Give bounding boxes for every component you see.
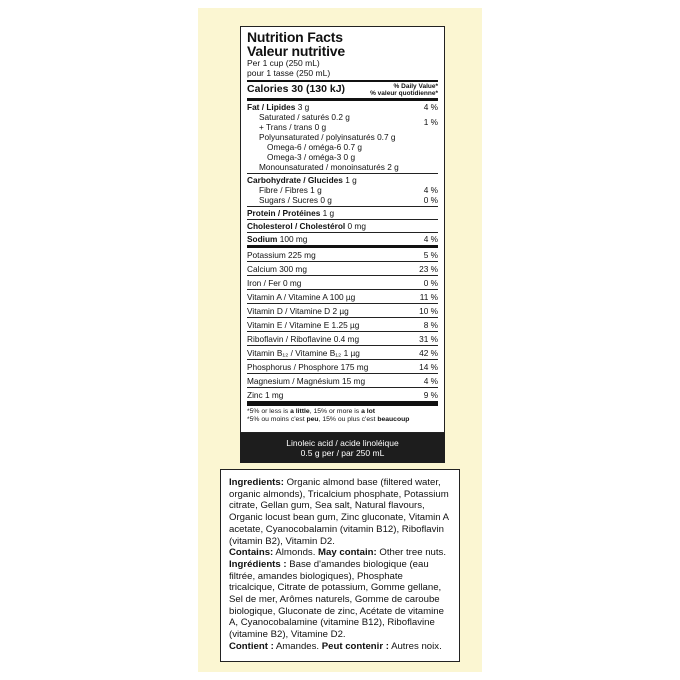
mineral-label: Vitamin B₁₂ / Vitamine B₁₂ 1 µg — [247, 348, 360, 358]
mineral-row — [247, 304, 438, 318]
title-en: Nutrition Facts — [247, 29, 343, 45]
contains-fr — [229, 641, 451, 653]
linoleic-line2: 0.5 g per / par 250 mL — [300, 448, 385, 458]
fat-row — [247, 102, 438, 112]
mineral-row — [247, 262, 438, 276]
sat-trans-dv: 1 % — [423, 117, 438, 127]
cholesterol-row — [247, 221, 438, 231]
mono: Monounsaturated / monoinsaturés 2 g — [259, 162, 399, 172]
mineral-label: Iron / Fer 0 mg — [247, 278, 302, 288]
mineral-dv: 0 % — [423, 278, 438, 288]
title-fr: Valeur nutritive — [247, 43, 345, 59]
sugars-label: Sugars / Sucres 0 g — [259, 195, 332, 205]
mineral-row — [247, 276, 438, 290]
sugars-row — [247, 195, 438, 205]
mineral-label: Calcium 300 mg — [247, 264, 307, 274]
carb-amount: 1 g — [345, 175, 357, 185]
peut-contenir-text: Autres noix. — [388, 640, 442, 652]
fn-text: *5% or less is — [247, 408, 291, 415]
serving-en: Per 1 cup (250 mL) — [247, 58, 320, 68]
fibre-row — [247, 185, 438, 195]
ingredients-fr-label: Ingrédients : — [229, 558, 287, 570]
sodium-row — [247, 234, 438, 244]
fn-bold: beaucoup — [377, 416, 410, 423]
divider — [247, 80, 438, 82]
contient-label: Contient : — [229, 640, 274, 652]
carb-row — [247, 175, 438, 185]
sugars-dv: 0 % — [423, 195, 438, 205]
peut-contenir-label: Peut contenir : — [321, 640, 389, 652]
fn-bold: peu — [306, 416, 319, 423]
fn-text: , 15% or more is — [309, 408, 362, 415]
mineral-dv: 10 % — [419, 306, 438, 316]
mineral-dv: 11 % — [419, 292, 438, 302]
fibre-dv: 4 % — [423, 185, 438, 195]
mineral-dv: 8 % — [423, 320, 438, 330]
mineral-label: Zinc 1 mg — [247, 390, 284, 400]
mineral-dv: 23 % — [419, 264, 438, 274]
divider — [247, 219, 438, 220]
nutrition-facts-table — [240, 26, 445, 433]
mineral-dv: 4 % — [423, 376, 438, 386]
cholesterol-label: Cholesterol / Cholestérol — [247, 221, 346, 231]
footnote-fr — [247, 416, 438, 424]
footnote-en — [247, 408, 438, 416]
sodium-dv: 4 % — [423, 234, 438, 244]
mineral-dv: 31 % — [419, 334, 438, 344]
fat-label: Fat / Lipides — [247, 102, 296, 112]
mineral-label: Riboflavin / Riboflavine 0.4 mg — [247, 334, 360, 344]
fn-bold: a little — [290, 408, 310, 415]
mineral-label: Magnesium / Magnésium 15 mg — [247, 376, 366, 386]
contains-text: Almonds. — [273, 547, 319, 559]
omega3: Omega-3 / oméga-3 0 g — [267, 152, 356, 162]
fat-amount: 3 g — [297, 102, 310, 112]
trans: + Trans / trans 0 g — [259, 122, 327, 132]
divider — [247, 173, 438, 174]
saturated: Saturated / saturés 0.2 g — [259, 112, 350, 122]
mineral-row — [247, 318, 438, 332]
fn-text: *5% ou moins c'est — [247, 416, 307, 423]
contains-en — [229, 547, 451, 559]
may-contain-text: Other tree nuts. — [376, 547, 447, 559]
ingredients-en-label: Ingredients: — [229, 477, 284, 488]
contains-label: Contains: — [229, 547, 274, 559]
mineral-label: Vitamin E / Vitamine E 1.25 µg — [247, 320, 360, 330]
linoleic-line1: Linoleic acid / acide linoléique — [286, 438, 399, 448]
omega6: Omega-6 / oméga-6 0.7 g — [267, 142, 363, 152]
fibre-label: Fibre / Fibres 1 g — [259, 185, 322, 195]
poly: Polyunsaturated / polyinsaturés 0.7 g — [259, 132, 396, 142]
cholesterol-amount: 0 mg — [347, 221, 366, 231]
mineral-dv: 9 % — [423, 390, 438, 400]
mineral-row — [247, 374, 438, 388]
fn-bold: a lot — [361, 408, 376, 415]
may-contain-label: May contain: — [318, 547, 377, 559]
ingredients-fr — [229, 559, 451, 641]
protein-label: Protein / Protéines — [247, 208, 321, 218]
ingredients-box — [220, 469, 460, 662]
mineral-row — [247, 346, 438, 360]
mineral-row — [247, 290, 438, 304]
footnote — [247, 406, 438, 424]
serving-fr: pour 1 tasse (250 mL) — [247, 68, 331, 78]
calories-row — [247, 83, 438, 97]
calories: Calories 30 (130 kJ) — [247, 83, 346, 95]
carb-label: Carbohydrate / Glucides — [247, 175, 343, 185]
minerals-list — [247, 248, 438, 406]
mineral-dv: 14 % — [419, 362, 438, 372]
sat-trans-row — [247, 112, 438, 132]
mineral-row — [247, 388, 438, 406]
fat-dv: 4 % — [423, 102, 438, 112]
mineral-dv: 42 % — [419, 348, 438, 358]
mineral-row — [247, 332, 438, 346]
mineral-label: Vitamin A / Vitamine A 100 µg — [247, 292, 356, 302]
mineral-row — [247, 360, 438, 374]
divider — [247, 98, 438, 101]
mineral-label: Potassium 225 mg — [247, 250, 316, 260]
fn-text: , 15% ou plus c'est — [318, 416, 378, 423]
ingredients-en-text: Organic almond base (filtered water, organic almonds), Tricalcium phosphate, Potassium citrate, Gellan gum, Sea salt, Natural flavours, Organic locust bean gum, Zinc gluconate, Vitamin A acetate, Cyanocobalamin (vitamin B12), Riboflavin (vitamin B2), Vitamin D2. — [229, 477, 449, 547]
mineral-row — [247, 248, 438, 262]
divider — [247, 232, 438, 233]
sodium-label: Sodium — [247, 234, 278, 244]
mineral-label: Phosphorus / Phosphore 175 mg — [247, 362, 369, 372]
sodium-amount: 100 mg — [279, 234, 308, 244]
contient-text: Amandes. — [273, 640, 322, 652]
dv-header — [370, 83, 438, 97]
mineral-dv: 5 % — [423, 250, 438, 260]
dv-header-fr: % valeur quotidienne* — [370, 90, 438, 97]
divider — [247, 206, 438, 207]
linoleic-band — [240, 433, 445, 463]
dv-header-en: % Daily Value* — [393, 83, 438, 90]
protein-row — [247, 208, 438, 218]
ingredients-en — [229, 477, 451, 547]
protein-amount: 1 g — [322, 208, 335, 218]
mineral-label: Vitamin D / Vitamine D 2 µg — [247, 306, 349, 316]
ingredients-fr-text: Base d'amandes biologique (eau filtrée, amandes biologiques), Phosphate tricalcique, Citrate de potassium, Gomme gellane, Sel de mer, Arômes naturels, Gomme de caroube biologique, Gluconate de zinc, Acétate de vitamine A, Cyanocobalamine (vitamine B12), Riboflavine (vitamine B2), Vitamine D2. — [229, 558, 444, 641]
